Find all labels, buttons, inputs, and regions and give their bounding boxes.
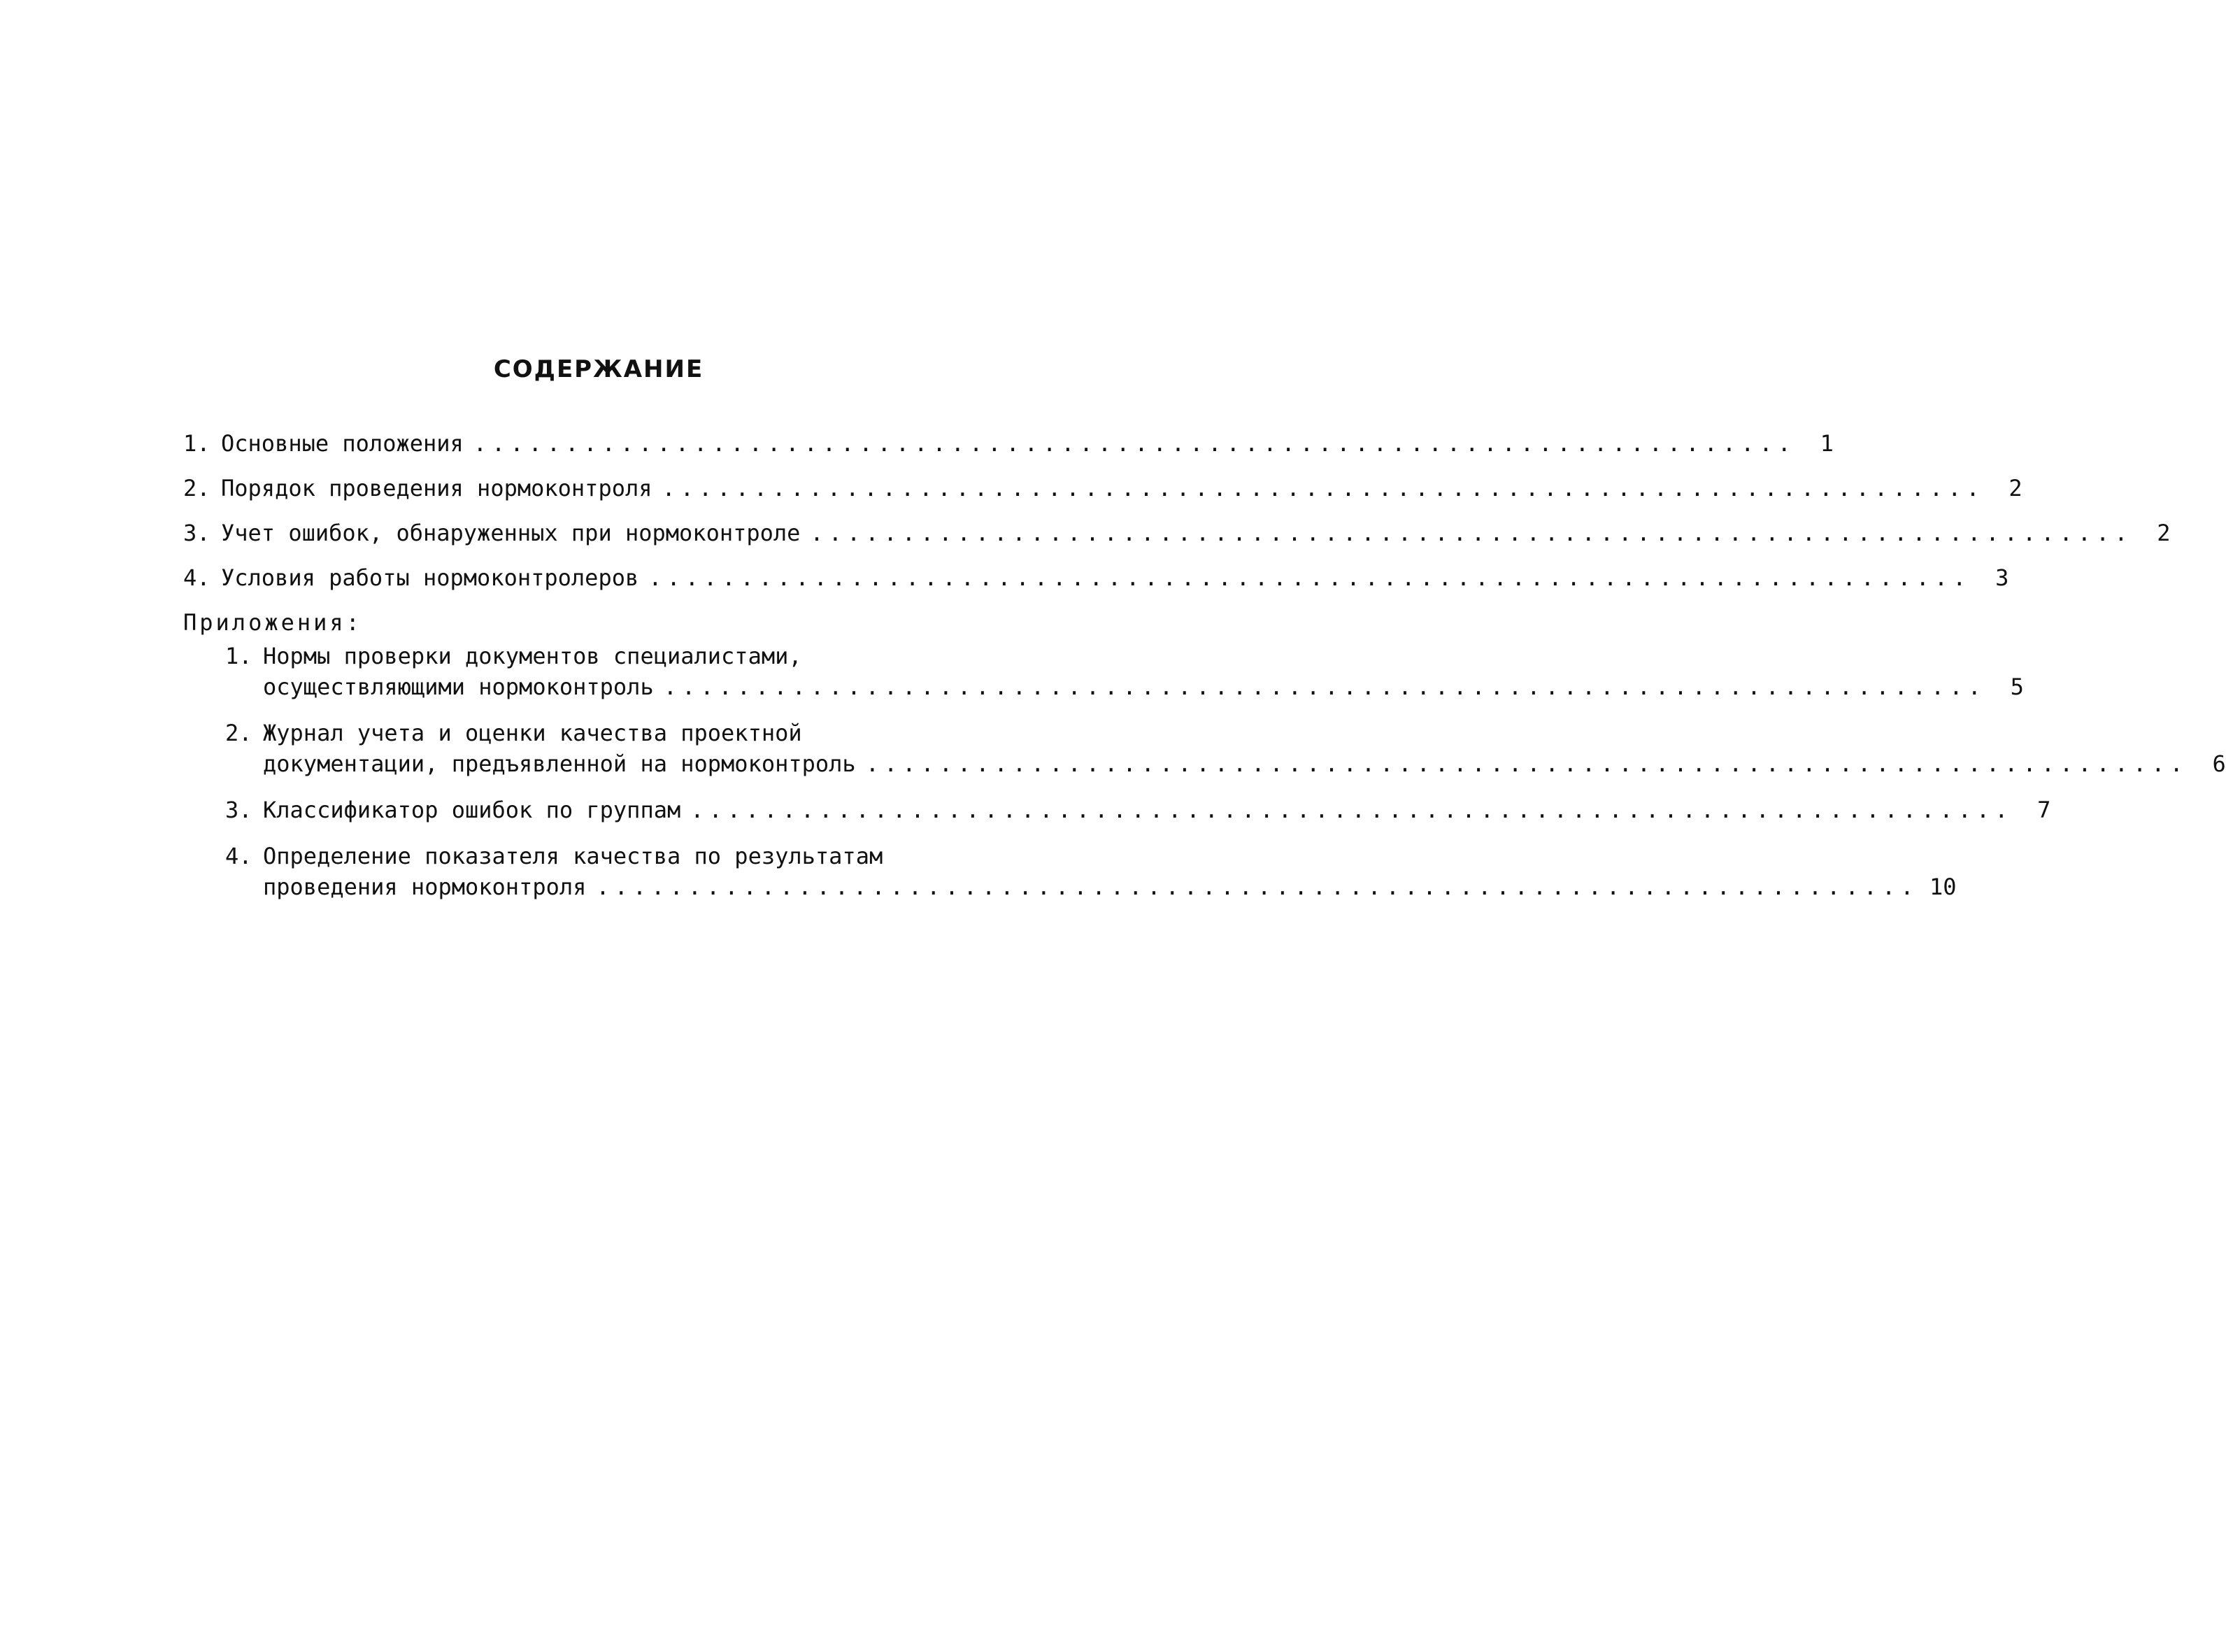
entry-title: Условия работы нормоконтролеров bbox=[221, 564, 639, 591]
page-title: СОДЕРЖАНИЕ bbox=[493, 355, 704, 383]
appendix-entry-1-line1 bbox=[183, 641, 1022, 671]
entry-title: Классификатор ошибок по группам bbox=[263, 797, 681, 823]
toc-entry-3 bbox=[183, 518, 2171, 548]
entry-number: 3. bbox=[225, 797, 252, 823]
appendix-entry-4-line2 bbox=[183, 871, 1957, 902]
entry-page-number: 5 bbox=[2010, 674, 2024, 700]
appendix-entry-2-line2 bbox=[183, 748, 2226, 779]
entry-title: Учет ошибок, обнаруженных при нормоконтроле bbox=[221, 520, 801, 546]
dot-leader: ........................................................................ bbox=[596, 874, 1919, 900]
entry-page-number: 2 bbox=[2009, 475, 2022, 501]
entry-page-number: 2 bbox=[2157, 520, 2171, 546]
appendix-entry-1-line2 bbox=[183, 671, 2024, 702]
entry-title: Порядок проведения нормоконтроля bbox=[221, 475, 652, 501]
appendix-header: Приложения: bbox=[183, 609, 362, 636]
entry-title: Основные положения bbox=[221, 430, 464, 457]
entry-page-number: 1 bbox=[1820, 430, 1834, 457]
entry-number: 1. bbox=[225, 643, 252, 669]
toc-entry-2 bbox=[183, 473, 2022, 504]
entry-title-continued: документации, предъявленной на нормоконтроль bbox=[263, 750, 856, 777]
entry-title-continued: проведения нормоконтроля bbox=[263, 874, 587, 900]
entry-title: Определение показателя качества по результатам bbox=[263, 843, 883, 869]
appendix-entry-3 bbox=[183, 795, 2051, 825]
entry-number: 4. bbox=[225, 843, 252, 869]
entry-number: 2. bbox=[225, 720, 252, 746]
entry-title-continued: осуществляющими нормоконтроль bbox=[263, 674, 654, 700]
entry-page-number: 3 bbox=[1995, 564, 2009, 591]
entry-number: 2. bbox=[183, 475, 211, 501]
dot-leader: ........................................................................ bbox=[473, 430, 1796, 457]
entry-page-number: 10 bbox=[1929, 874, 1957, 900]
dot-leader: ........................................................................ bbox=[810, 520, 2133, 546]
entry-title: Журнал учета и оценки качества проектной bbox=[263, 720, 802, 746]
toc-entry-1 bbox=[183, 428, 1834, 459]
toc-entry-4 bbox=[183, 562, 2009, 593]
entry-number: 4. bbox=[183, 564, 211, 591]
dot-leader: ........................................................................ bbox=[648, 564, 1971, 591]
entry-page-number: 7 bbox=[2037, 797, 2051, 823]
appendix-entry-2-line1 bbox=[183, 718, 1022, 748]
dot-leader: ........................................................................ bbox=[690, 797, 2013, 823]
entry-number: 3. bbox=[183, 520, 211, 546]
appendix-entry-4-line1 bbox=[183, 841, 1022, 871]
dot-leader: ........................................................................ bbox=[865, 750, 2188, 777]
entry-page-number: 6 bbox=[2212, 750, 2226, 777]
table-of-contents bbox=[183, 428, 2226, 918]
entry-number: 1. bbox=[183, 430, 211, 457]
entry-title: Нормы проверки документов специалистами, bbox=[263, 643, 802, 669]
dot-leader: ........................................................................ bbox=[663, 674, 1986, 700]
dot-leader: ........................................................................ bbox=[662, 475, 1985, 501]
